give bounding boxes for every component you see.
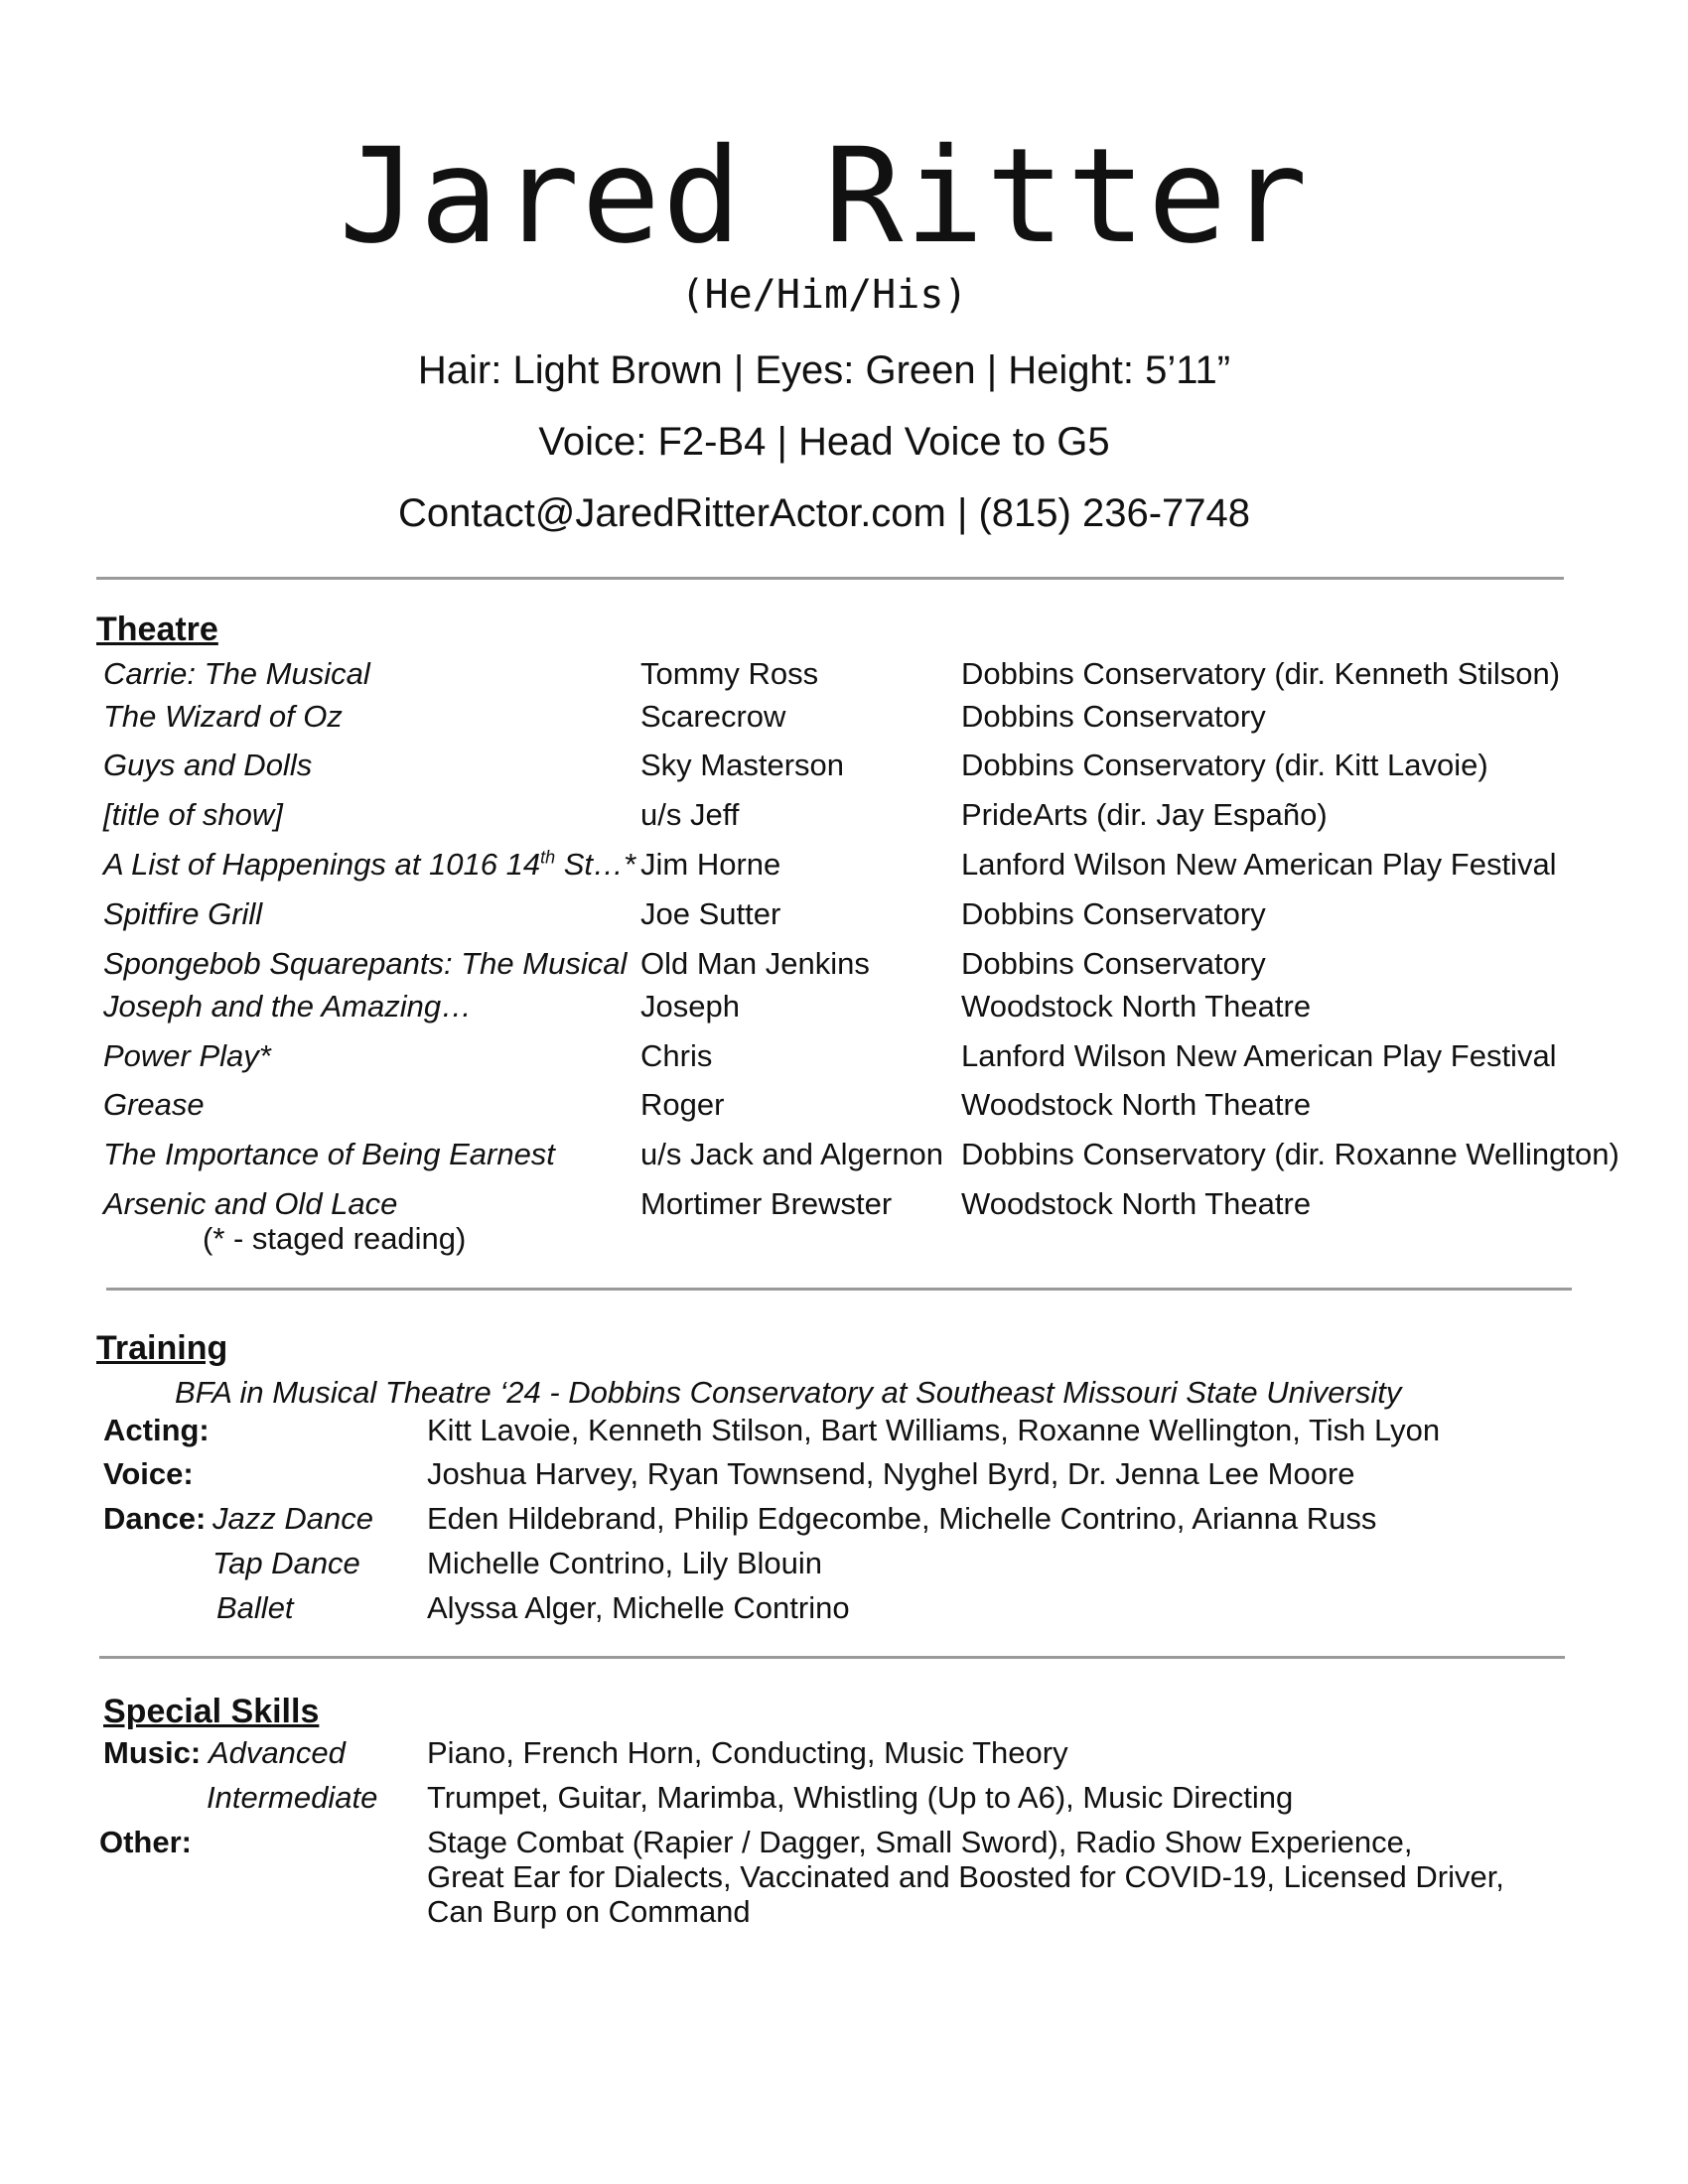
role: Tommy Ross <box>640 656 819 691</box>
show-title: The Importance of Being Earnest <box>103 1137 555 1171</box>
role: Roger <box>640 1087 725 1122</box>
role: Jim Horne <box>640 847 781 882</box>
voice-line: Voice: F2-B4 | Head Voice to G5 <box>538 420 1110 464</box>
show-title: A List of Happenings at 1016 14th St…* <box>103 847 636 882</box>
teachers: Joshua Harvey, Ryan Townsend, Nyghel Byrd, Dr. Jenna Lee Moore <box>427 1456 1355 1491</box>
special-skills-heading: Special Skills <box>103 1693 320 1730</box>
teachers: Kitt Lavoie, Kenneth Stilson, Bart Williams, Roxanne Wellington, Tish Lyon <box>427 1413 1441 1447</box>
show-title: Guys and Dolls <box>103 748 313 782</box>
divider-training <box>99 1656 1565 1659</box>
role: Joe Sutter <box>640 896 781 931</box>
role: u/s Jack and Algernon <box>640 1137 944 1171</box>
other-skills-line: Great Ear for Dialects, Vaccinated and Boosted for COVID-19, Licensed Driver, <box>427 1859 1504 1894</box>
training-label: Acting: <box>103 1413 210 1447</box>
dance-style: Ballet <box>216 1590 294 1625</box>
company: Dobbins Conservatory (dir. Kenneth Stilson) <box>961 656 1561 691</box>
divider-theatre <box>106 1288 1572 1291</box>
show-title: Spongebob Squarepants: The Musical <box>103 946 628 981</box>
show-title: [title of show] <box>103 797 283 832</box>
skill-items: Piano, French Horn, Conducting, Music Theory <box>427 1735 1068 1770</box>
actor-name: Jared Ritter <box>339 120 1310 273</box>
divider-header <box>96 577 1564 580</box>
company: Lanford Wilson New American Play Festival <box>961 1038 1557 1073</box>
company: Woodstock North Theatre <box>961 989 1312 1024</box>
teachers: Michelle Contrino, Lily Blouin <box>427 1546 823 1580</box>
role: u/s Jeff <box>640 797 740 832</box>
show-title: Joseph and the Amazing… <box>103 989 473 1024</box>
company: Lanford Wilson New American Play Festival <box>961 847 1557 882</box>
pronouns: (He/Him/His) <box>680 272 968 318</box>
theatre-heading: Theatre <box>96 611 218 648</box>
staged-reading-footnote: (* - staged reading) <box>203 1221 467 1256</box>
other-label: Other: <box>99 1825 192 1859</box>
skill-level: Intermediate <box>207 1780 378 1815</box>
company: Dobbins Conservatory (dir. Roxanne Wellington) <box>961 1137 1619 1171</box>
other-skills-line: Stage Combat (Rapier / Dagger, Small Sword), Radio Show Experience, <box>427 1825 1413 1859</box>
training-heading: Training <box>96 1329 228 1367</box>
contact-line[interactable]: Contact@JaredRitterActor.com | (815) 236-7748 <box>397 491 1251 535</box>
show-title: Arsenic and Old Lace <box>103 1186 398 1221</box>
role: Sky Masterson <box>640 748 845 782</box>
teachers: Eden Hildebrand, Philip Edgecombe, Michelle Contrino, Arianna Russ <box>427 1501 1377 1536</box>
company: Woodstock North Theatre <box>961 1087 1312 1122</box>
skill-items: Trumpet, Guitar, Marimba, Whistling (Up to A6), Music Directing <box>427 1780 1294 1815</box>
show-title: Carrie: The Musical <box>103 656 370 691</box>
show-title: Power Play* <box>103 1038 271 1073</box>
skill-level: Advanced <box>209 1735 346 1770</box>
company: Woodstock North Theatre <box>961 1186 1312 1221</box>
company: Dobbins Conservatory <box>961 946 1266 981</box>
role: Scarecrow <box>640 699 786 734</box>
dance-style: Tap Dance <box>212 1546 360 1580</box>
company: Dobbins Conservatory (dir. Kitt Lavoie) <box>961 748 1488 782</box>
role: Mortimer Brewster <box>640 1186 893 1221</box>
dance-style: Jazz Dance <box>212 1501 373 1536</box>
show-title: Grease <box>103 1087 205 1122</box>
training-label: Dance: <box>103 1501 207 1536</box>
appearance-line: Hair: Light Brown | Eyes: Green | Height: 5’11” <box>417 348 1231 392</box>
show-title: Spitfire Grill <box>103 896 263 931</box>
company: Dobbins Conservatory <box>961 699 1266 734</box>
other-skills-line: Can Burp on Command <box>427 1894 751 1929</box>
music-label: Music: <box>103 1735 202 1770</box>
show-title: The Wizard of Oz <box>103 699 343 734</box>
teachers: Alyssa Alger, Michelle Contrino <box>427 1590 850 1625</box>
role: Joseph <box>640 989 740 1024</box>
company: PrideArts (dir. Jay Españo) <box>961 797 1328 832</box>
role: Chris <box>640 1038 713 1073</box>
degree: BFA in Musical Theatre ‘24 - Dobbins Conservatory at Southeast Missouri State University <box>175 1375 1402 1410</box>
role: Old Man Jenkins <box>640 946 870 981</box>
company: Dobbins Conservatory <box>961 896 1266 931</box>
training-label: Voice: <box>103 1456 194 1491</box>
